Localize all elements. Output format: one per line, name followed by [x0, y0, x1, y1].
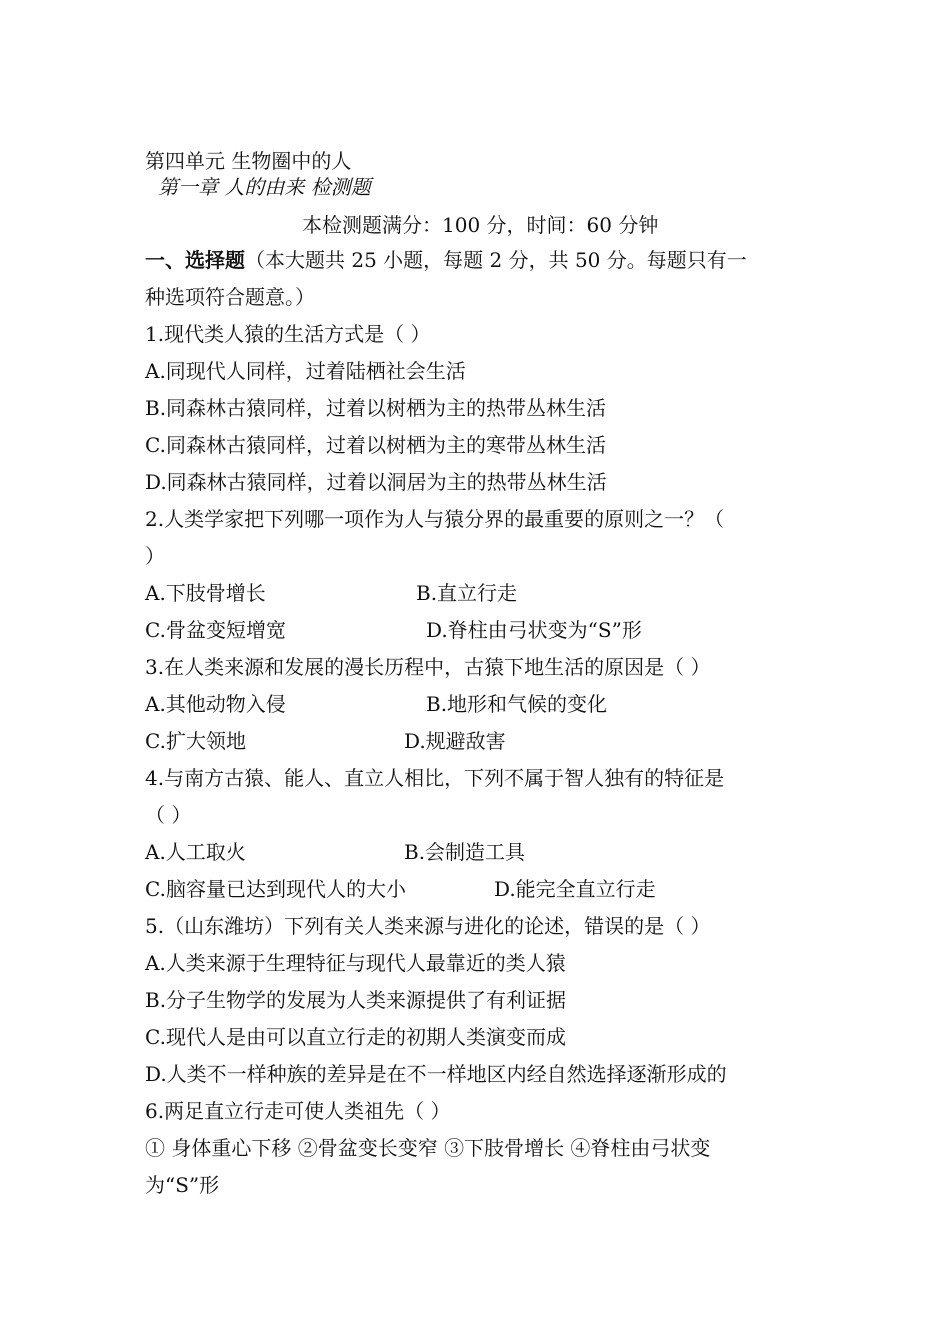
question-2-option-c: C.骨盆变短增宽 — [145, 618, 286, 642]
question-5-stem: 5.（山东潍坊）下列有关人类来源与进化的论述，错误的是（ ） — [145, 914, 711, 938]
question-5-option-d: D.人类不一样种族的差异是在不一样地区内经自然选择逐渐形成的 — [145, 1062, 727, 1086]
question-3-stem: 3.在人类来源和发展的漫长历程中，古猿下地生活的原因是（ ） — [145, 655, 711, 679]
question-2-option-d: D.脊柱由弓状变为“S”形 — [426, 618, 642, 642]
question-2-stem-cont: ） — [145, 544, 165, 568]
question-2-option-a: A.下肢骨增长 — [145, 581, 266, 605]
score-info: 本检测题满分：100 分，时间：60 分钟 — [302, 213, 659, 237]
question-3-option-c: C.扩大领地 — [145, 729, 246, 753]
section-intro-text: （本大题共 25 小题，每题 2 分，共 50 分。每题只有一 — [245, 248, 747, 272]
question-1-option-b: B.同森林古猿同样，过着以树栖为主的热带丛林生活 — [145, 396, 607, 420]
question-3-option-b: B.地形和气候的变化 — [426, 692, 608, 716]
question-6-options-cont: 为“S”形 — [145, 1173, 220, 1197]
question-5-option-a: A.人类来源于生理特征与现代人最靠近的类人猿 — [145, 951, 566, 975]
question-1-option-c: C.同森林古猿同样，过着以树栖为主的寒带丛林生活 — [145, 433, 606, 457]
question-4-option-c: C.脑容量已达到现代人的大小 — [145, 877, 406, 901]
question-5-option-c: C.现代人是由可以直立行走的初期人类演变而成 — [145, 1025, 566, 1049]
chapter-title: 第一章 人的由来 检测题 — [158, 175, 371, 199]
question-4-stem-cont: （ ） — [145, 803, 192, 827]
question-6-options: ① 身体重心下移 ②骨盆变长变窄 ③下肢骨增长 ④脊柱由弓状变 — [145, 1136, 711, 1160]
question-4-option-a: A.人工取火 — [145, 840, 246, 864]
question-4-stem: 4.与南方古猿、能人、直立人相比，下列不属于智人独有的特征是 — [145, 766, 725, 790]
question-1-option-a: A.同现代人同样，过着陆栖社会生活 — [145, 359, 466, 383]
question-2-stem: 2.人类学家把下列哪一项作为人与猿分界的最重要的原则之一？（ — [145, 507, 725, 531]
unit-title: 第四单元 生物圈中的人 — [145, 149, 352, 173]
section-intro-line — [145, 247, 747, 273]
question-1-stem: 1.现代类人猿的生活方式是（ ） — [145, 322, 431, 346]
question-4-option-b: B.会制造工具 — [404, 840, 526, 864]
question-6-stem: 6.两足直立行走可使人类祖先（ ） — [145, 1099, 451, 1123]
question-2-option-b: B.直立行走 — [416, 581, 518, 605]
question-3-option-d: D.规避敌害 — [404, 729, 506, 753]
question-5-option-b: B.分子生物学的发展为人类来源提供了有利证据 — [145, 988, 567, 1012]
question-4-option-d: D.能完全直立行走 — [494, 877, 656, 901]
question-1-option-d: D.同森林古猿同样，过着以洞居为主的热带丛林生活 — [145, 470, 607, 494]
section-heading: 一、选择题 — [145, 248, 245, 272]
section-intro-line-2: 种选项符合题意。） — [145, 285, 315, 309]
question-3-option-a: A.其他动物入侵 — [145, 692, 286, 716]
